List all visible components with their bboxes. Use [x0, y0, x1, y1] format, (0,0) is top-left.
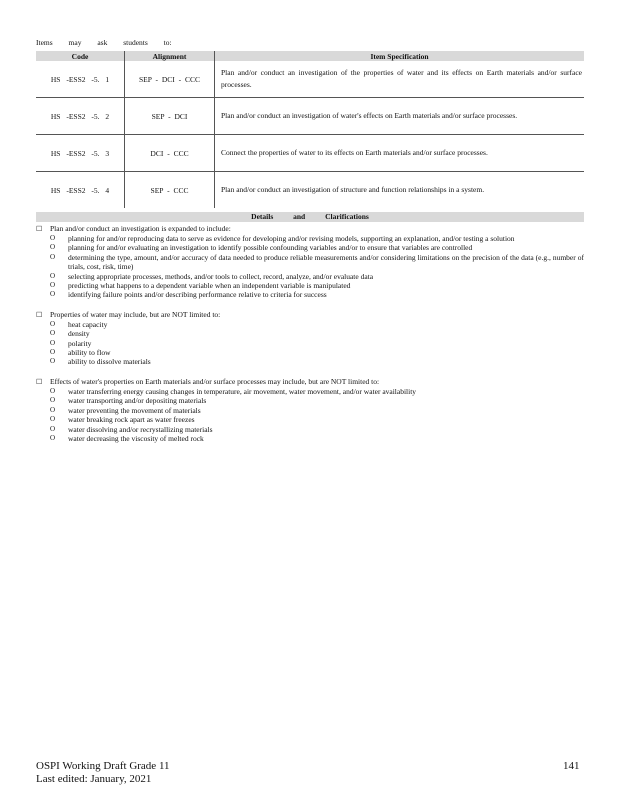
circle-bullet-icon: O	[50, 290, 56, 299]
details-sections	[36, 224, 584, 453]
circle-bullet-icon: O	[50, 338, 56, 347]
square-bullet-icon: ☐	[36, 310, 43, 319]
row-alignment: SEP - CCC	[125, 172, 215, 209]
header-code: Code	[36, 51, 125, 61]
header-item-specification: Item Specification	[215, 51, 585, 61]
list-item: O ability to flow	[50, 348, 111, 358]
footer-last-edited: Last edited: January, 2021	[36, 773, 152, 785]
list-item: O water preventing the movement of materials	[50, 405, 201, 415]
list-item: O ability to dissolve materials	[50, 357, 151, 367]
table-row	[36, 61, 584, 98]
list-item: O determining the type, amount, and/or accuracy of data needed to produce reliable measurements and/or considering limitations on the precision of the data (e.g., number of trials, cost, risk, time)	[50, 252, 584, 272]
circle-bullet-icon: O	[50, 433, 56, 442]
table-row	[36, 135, 584, 172]
list-item: O selecting appropriate processes, methods, and/or tools to collect, record, analyze, and/or evaluate data	[50, 271, 374, 281]
page-number: 141	[563, 760, 580, 772]
row-spec: Plan and/or conduct an investigation of the properties of water and its effects on Earth materials and/or surface processes.	[215, 61, 585, 98]
intro-text: Items may ask students to:	[36, 38, 172, 47]
list-item: O polarity	[50, 338, 92, 348]
details-heading: Details and Clarifications	[36, 212, 584, 222]
circle-bullet-icon: O	[50, 348, 56, 357]
list-item: O water transferring energy causing changes in temperature, air movement, water movement, and/or water availability	[50, 386, 417, 396]
list-item: O predicting what happens to a dependent variable when an independent variable is manipulated	[50, 281, 351, 291]
section-title: Properties of water may include, but are NOT limited to:	[50, 309, 221, 319]
circle-bullet-icon: O	[50, 329, 56, 338]
row-alignment: DCI - CCC	[125, 135, 215, 172]
list-item: O water dissolving and/or recrystallizing materials	[50, 424, 213, 434]
section-plan-conduct	[36, 224, 584, 300]
item-specification-table	[36, 51, 584, 208]
list-item: O water decreasing the viscosity of melted rock	[50, 433, 204, 443]
section-title: Effects of water's properties on Earth materials and/or surface processes may include, but are NOT limited to:	[50, 376, 380, 386]
list-item: O heat capacity	[50, 319, 108, 329]
row-code: HS -ESS2 -5. 3	[36, 135, 125, 172]
list-item: O planning for and/or evaluating an investigation to identify possible confounding variables and/or to ensure that variables are controlled	[50, 243, 473, 253]
circle-bullet-icon: O	[50, 415, 56, 424]
list-item: O water breaking rock apart as water freezes	[50, 415, 195, 425]
row-code: HS -ESS2 -5. 1	[36, 61, 125, 98]
circle-bullet-icon: O	[50, 405, 56, 414]
circle-bullet-icon: O	[50, 396, 56, 405]
circle-bullet-icon: O	[50, 243, 56, 252]
section-title: Plan and/or conduct an investigation is expanded to include:	[50, 224, 231, 233]
row-code: HS -ESS2 -5. 2	[36, 98, 125, 135]
circle-bullet-icon: O	[50, 357, 56, 366]
circle-bullet-icon: O	[50, 252, 56, 261]
row-spec: Plan and/or conduct an investigation of structure and function relationships in a system.	[221, 185, 485, 194]
list-item: O identifying failure points and/or describing performance relative to criteria for success	[50, 290, 327, 300]
footer-document-title: OSPI Working Draft Grade 11	[36, 760, 170, 772]
table-row	[36, 98, 584, 135]
row-alignment: SEP - DCI - CCC	[125, 61, 215, 98]
section-properties-of-water	[36, 310, 584, 367]
circle-bullet-icon: O	[50, 319, 56, 328]
circle-bullet-icon: O	[50, 271, 56, 280]
square-bullet-icon: ☐	[36, 225, 43, 233]
header-alignment: Alignment	[125, 51, 215, 61]
page-footer	[36, 760, 170, 786]
row-code: HS -ESS2 -5. 4	[50, 185, 110, 195]
table-row	[36, 172, 584, 209]
row-spec: Plan and/or conduct an investigation of water's effects on Earth materials and/or surface processes.	[215, 98, 585, 135]
list-item: O water transporting and/or depositing materials	[50, 396, 207, 406]
circle-bullet-icon: O	[50, 424, 56, 433]
list-item: O planning for and/or reproducing data to serve as evidence for developing and/or revising models, supporting an explanation, and/or testing a solution	[50, 234, 515, 243]
row-alignment: SEP - DCI	[125, 98, 215, 135]
list-item: O density	[50, 329, 90, 339]
circle-bullet-icon: O	[50, 386, 56, 395]
circle-bullet-icon: O	[50, 281, 56, 290]
section-effects-of-water	[36, 377, 584, 443]
square-bullet-icon: ☐	[36, 377, 43, 386]
row-spec: Connect the properties of water to its effects on Earth materials and/or surface processes.	[215, 135, 585, 172]
circle-bullet-icon: O	[50, 234, 56, 242]
